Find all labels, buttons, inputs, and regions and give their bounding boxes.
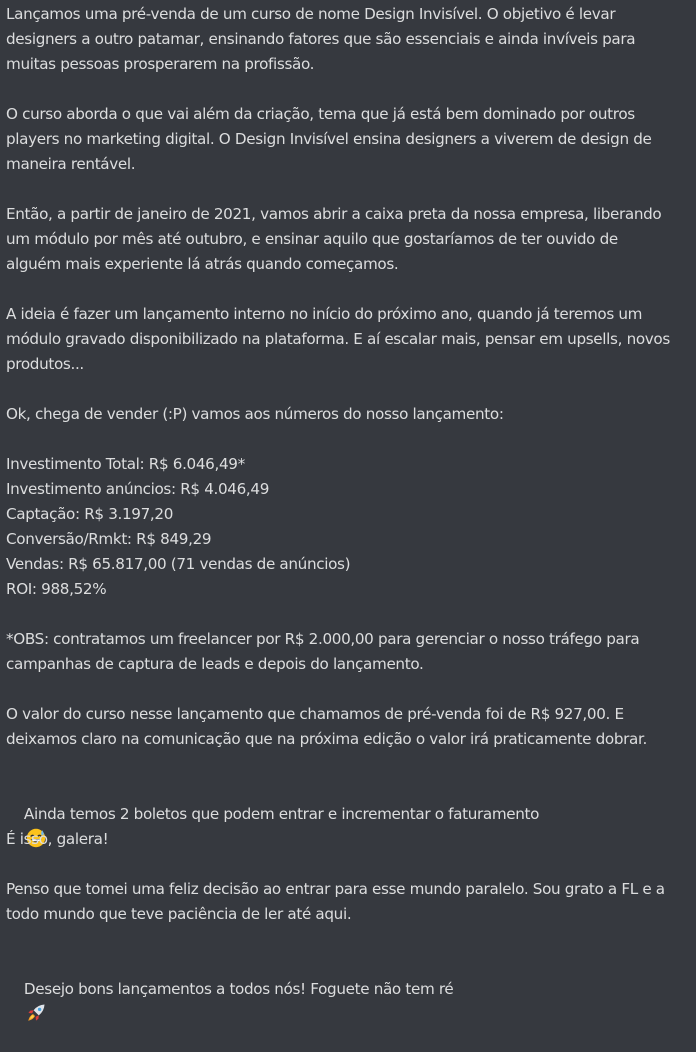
text-line: O valor do curso nesse lançamento que chamamos de pré-venda foi de R$ 927,00. E (6, 705, 624, 723)
paragraph-course (6, 102, 690, 177)
paragraph-plan (6, 202, 690, 277)
paragraph-boletos (6, 777, 690, 823)
text-line: A ideia é fazer um lançamento interno no início do próximo ano, quando já teremos um (6, 305, 643, 323)
text-line: Desejo bons lançamentos a todos nós! Foguete não tem ré (23, 980, 454, 998)
rocket-emoji (26, 1003, 46, 1023)
text-line: *OBS: contratamos um freelancer por R$ 2.000,00 para gerenciar o nosso tráfego para (6, 630, 640, 648)
paragraph-closing: É isso, galera! (6, 830, 109, 848)
paragraph-obs (6, 627, 690, 677)
stat-roi: ROI: 988,52% (6, 580, 107, 598)
paragraph-price (6, 702, 690, 752)
text-line: Penso que tomei uma feliz decisão ao entrar para esse mundo paralelo. Sou grato a FL e a (6, 880, 665, 898)
stat-sales: Vendas: R$ 65.817,00 (71 vendas de anúncios) (6, 555, 351, 573)
text-line: maneira rentável. (6, 155, 136, 173)
text-line: deixamos claro na comunicação que na próxima edição o valor irá praticamente dobrar. (6, 730, 647, 748)
text-line: players no marketing digital. O Design Invisível ensina designers a viverem de design de (6, 130, 652, 148)
stat-conversion: Conversão/Rmkt: R$ 849,29 (6, 530, 212, 548)
text-line: Lançamos uma pré-venda de um curso de nome Design Invisível. O objetivo é levar (6, 5, 616, 23)
stat-capture: Captação: R$ 3.197,20 (6, 505, 174, 523)
text-line: Ainda temos 2 boletos que podem entrar e incrementar o faturamento (23, 805, 540, 823)
stats-list (6, 452, 690, 602)
text-line: O curso aborda o que vai além da criação, tema que já está bem dominado por outros (6, 105, 635, 123)
text-line: todo mundo que teve paciência de ler até aqui. (6, 905, 352, 923)
paragraph-gratitude (6, 877, 690, 927)
paragraph-farewell (6, 952, 690, 998)
paragraph-idea (6, 302, 690, 377)
paragraph-numbers-intro: Ok, chega de vender (:P) vamos aos números do nosso lançamento: (6, 405, 504, 423)
text-line: alguém mais experiente lá atrás quando começamos. (6, 255, 399, 273)
stat-ads-investment: Investimento anúncios: R$ 4.046,49 (6, 480, 270, 498)
text-line: produtos... (6, 355, 84, 373)
paragraph-intro (6, 2, 690, 77)
text-line: módulo gravado disponibilizado na plataforma. E aí escalar mais, pensar em upsells, novos (6, 330, 670, 348)
text-line: Então, a partir de janeiro de 2021, vamos abrir a caixa preta da nossa empresa, liberando (6, 205, 662, 223)
text-line: um módulo por mês até outubro, e ensinar aquilo que gostaríamos de ter ouvido de (6, 230, 618, 248)
text-line: designers a outro patamar, ensinando fatores que são essenciais e ainda invíveis para (6, 30, 636, 48)
text-line: muitas pessoas prosperarem na profissão. (6, 55, 315, 73)
stat-total-investment: Investimento Total: R$ 6.046,49* (6, 455, 245, 473)
text-line: campanhas de captura de leads e depois do lançamento. (6, 655, 424, 673)
